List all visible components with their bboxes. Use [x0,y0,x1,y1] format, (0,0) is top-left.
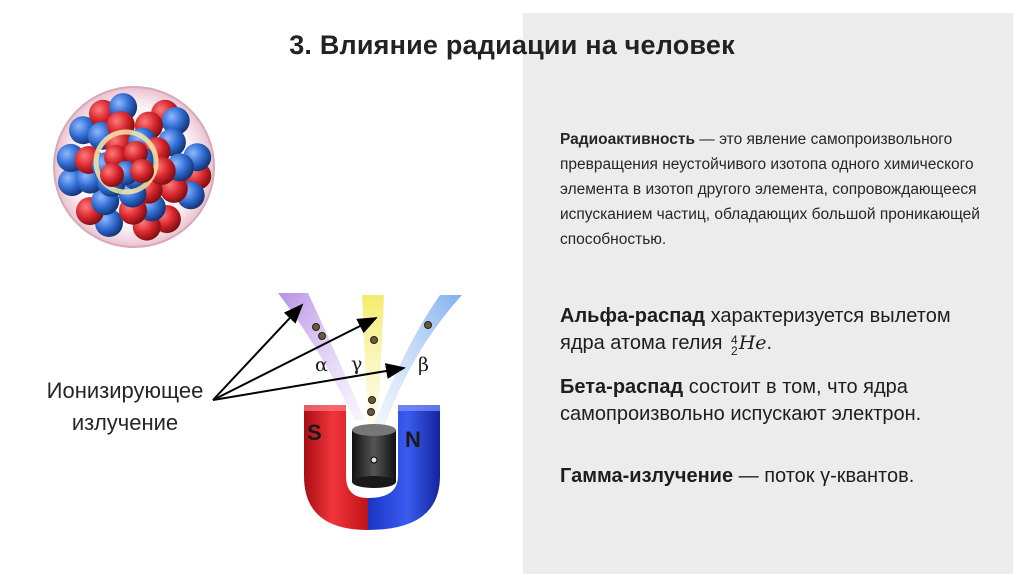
alpha-decay-end: . [766,332,773,354]
slide-title: 3. Влияние радиации на человек [289,30,735,60]
alpha-decay-term: Альфа-распад [560,305,706,327]
gamma-particle [368,409,375,416]
alpha-particle [319,333,326,340]
helium-symbol: He [738,332,767,354]
alpha-decay-text: характеризуется вылетом ядра атома гелия [560,305,951,354]
radiation-source [352,430,396,482]
arrow-to-alpha [213,305,302,400]
beta-decay-text: состоит в том, что ядра самопроизвольно испускают электрон. [560,376,922,425]
radioactivity-term: Радиоактивность [560,131,695,148]
gamma-radiation-text: — поток γ-квантов. [733,465,915,487]
gamma-particle [369,397,376,404]
beta-particle [425,322,432,329]
alpha-decay-paragraph [560,303,1000,357]
ionizing-radiation-label: Ионизирующее излучение [46,378,204,435]
helium-charge-number: 2 [731,344,738,358]
helium-isotope-numbers [731,335,738,357]
helium-mass-number: 4 [731,333,738,347]
gamma-beam [362,295,384,425]
radioactivity-text: — это явление самопроизвольного превращения неустойчивого изотопа одного химического элемента в изотоп другого элемента, сопровождающееся испусканием частиц, обладающих большой проникающей способностью. [560,131,980,248]
beta-decay-term: Бета-распад [560,376,684,398]
south-label: S [307,420,322,445]
gamma-radiation-term: Гамма-излучение [560,465,734,487]
beta-label: β [418,354,429,376]
beta-decay-paragraph [560,374,1000,428]
north-label: N [405,427,421,452]
alpha-label: α [315,354,328,376]
alpha-particle [313,324,320,331]
radioactivity-definition [560,127,980,252]
gamma-radiation-paragraph [560,463,1000,490]
gamma-particle [371,337,378,344]
gamma-label: γ [351,353,363,375]
